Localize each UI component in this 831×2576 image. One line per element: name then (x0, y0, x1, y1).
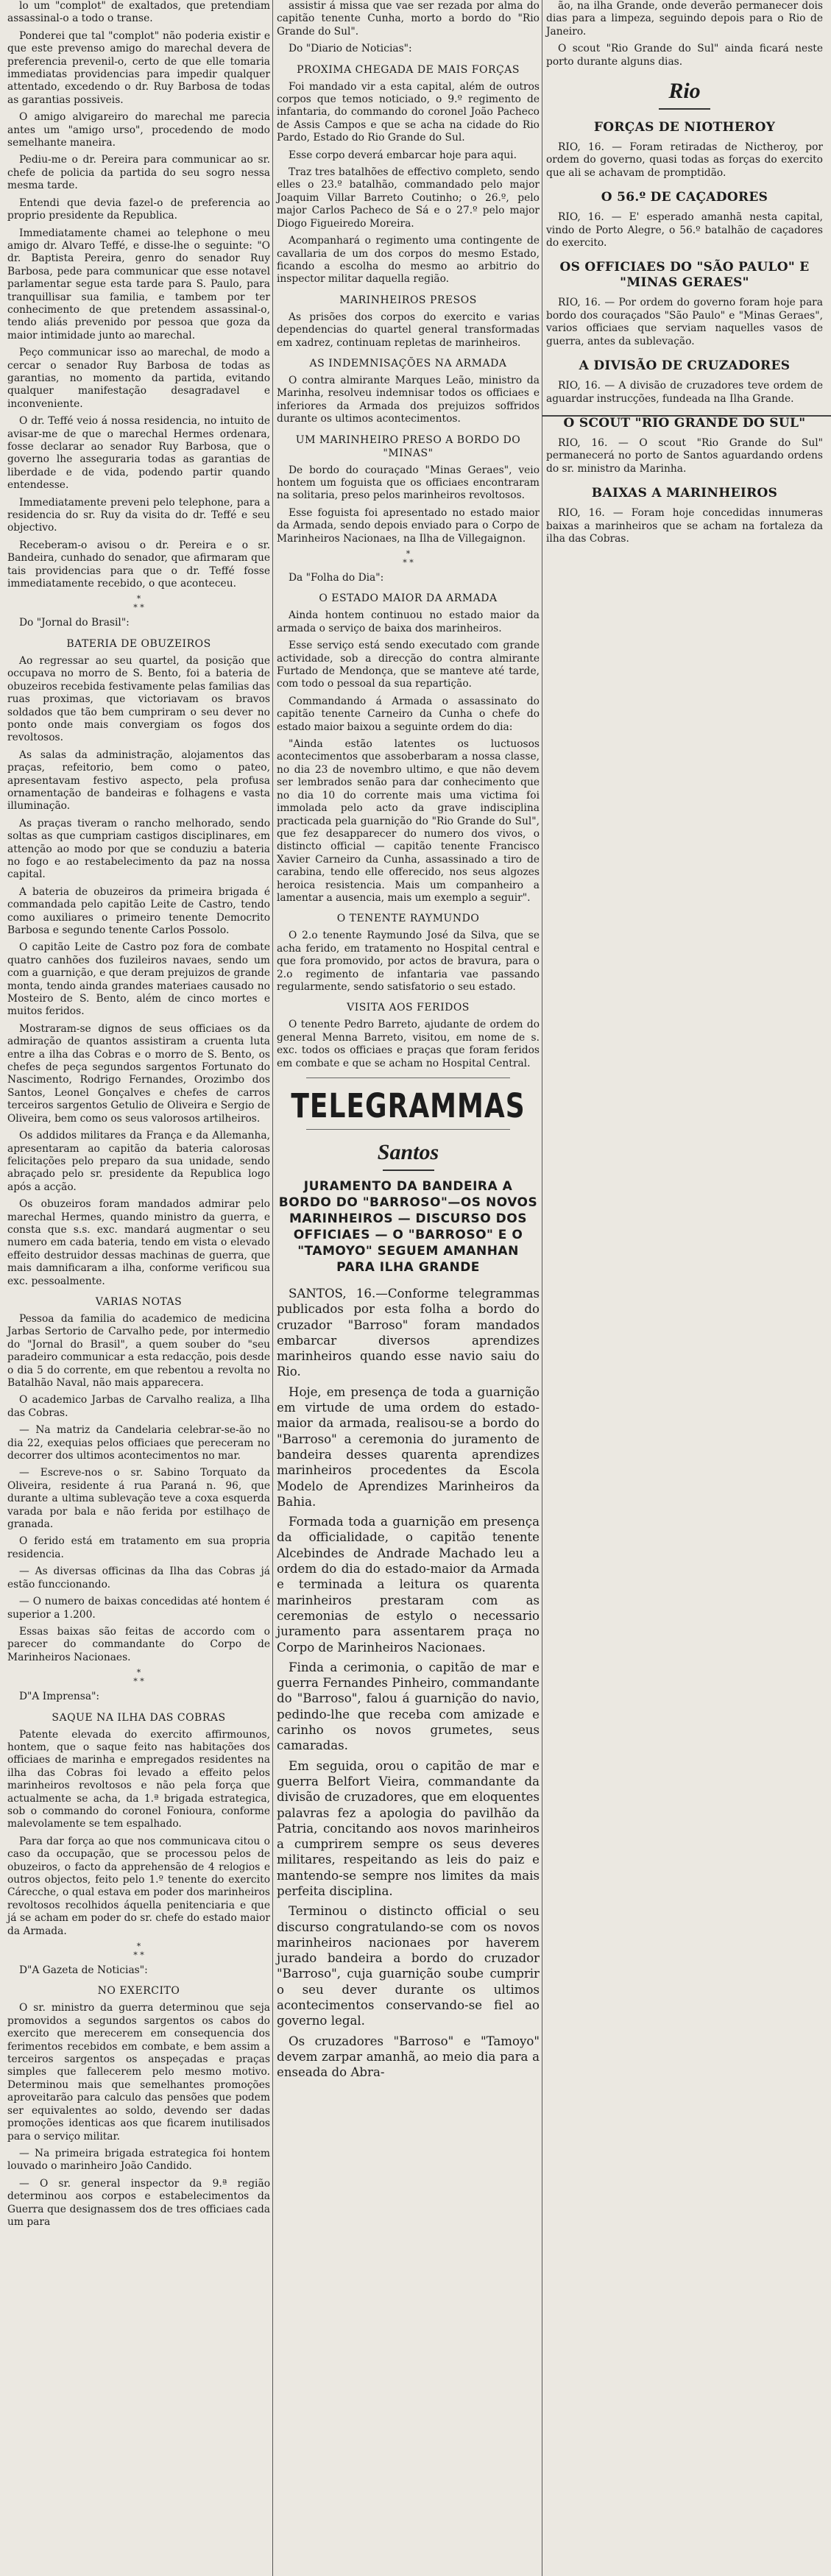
paragraph: O dr. Teffé veio á nossa residencia, no intuito de avisar-me de que o marechal Hermes ordenara, fosse declarar ao senador Ruy Barbosa, que o governo lhe asseguraria todas as garantias de liberdade e de vida, podendo partir quando entendesse. (7, 415, 270, 492)
section-heading: O TENENTE RAYMUNDO (336, 913, 480, 925)
section-heading: UM MARINHEIRO PRESO A BORDO DO "MINAS" (295, 434, 521, 459)
source-line: Da "Folha do Dia": (289, 572, 384, 584)
section-heading: AS INDEMNISAÇÕES NA ARMADA (309, 357, 507, 369)
section-heading: O SCOUT "RIO GRANDE DO SUL" (563, 415, 806, 431)
paragraph: — Na primeira brigada estrategica foi hontem louvado o marinheiro João Candido. (7, 2147, 270, 2173)
paragraph: Esse serviço está sendo executado com grande actividade, sob a direcção do contra almirante Furtado de Mendonça, que se manteve até tarde, com todo o pessoal da sua repartição. (277, 640, 540, 690)
paragraph: O capitão Leite de Castro poz fora de combate quatro canhões dos fuzileiros navaes, sendo um com a guarnição, e que deram prejuizos de grande monta, tendo ainda grandes materiaes causado no Mosteiro de S. Bento, além de cinco mortes e muitos feridos. (7, 941, 270, 1018)
section-heading: O ESTADO MAIOR DA ARMADA (319, 592, 498, 605)
paragraph: RIO, 16. — Foram retiradas de Nictheroy, por ordem do governo, quasi todas as forças do exercito que ali se achavam de promptidão. (546, 141, 823, 179)
telegrams-title: TELEGRAMMAS (291, 1087, 526, 1126)
source-line: D"A Gazeta de Noticias": (19, 1964, 148, 1977)
asterism-divider: * * * (403, 549, 414, 567)
source-line: Do "Jornal do Brasil": (19, 617, 130, 629)
paragraph: Pediu-me o dr. Pereira para communicar ao sr. chefe de policia da partida do seu sogro nessa mesma tarde. (7, 154, 270, 192)
paragraph: Ao regressar ao seu quartel, da posição que occupava no morro de S. Bento, foi a bateria de obuzeiros recebida festivamente pelas familias das ruas proximas, que victoriavam os bravos soldados que tão bem cumpriram o seu dever no ponto onde mais convergiam os fogos dos revoltosos. (7, 654, 270, 744)
paragraph: O sr. ministro da guerra determinou que seja promovidos a segundos sargentos os cabos do exercito que merecerem em consequencia dos ferimentos recebidos em combate, e bem assim a terceiros sargentos os anspeçadas e praças simples que fallecerem pelo mesmo motivo. Determinou mais que semelhantes promoções aproveitarão para calculo das pensões que podem ser equivalentes ao soldo, devendo ser dadas promoções identicas aos que ficarem inutilisados para o serviço militar. (7, 2002, 270, 2142)
paragraph: — O numero de baixas concedidas até hontem é superior a 1.200. (7, 1596, 270, 1621)
city-heading-santos: Santos (277, 1140, 540, 1171)
city-heading-rio: Rio (546, 79, 823, 110)
source-line: D"A Imprensa": (19, 1691, 100, 1703)
section-heading: VISITA AOS FERIDOS (347, 1002, 470, 1014)
paragraph: SANTOS, 16.—Conforme telegrammas publicados por esta folha a bordo do cruzador "Barroso" foram mandados embarcar diversos aprendizes marinheiros quando esse navio saiu do Rio. (277, 1287, 540, 1379)
paragraph: "Ainda estão latentes os luctuosos acontecimentos que assoberbaram a nossa classe, no dia 23 de novembro ultimo, e que não devem ser lembrados senão para dar conhecimento que no dia 10 do corrente mais uma victima foi immolada pelo acto da grave indisciplina practicada pela guarnição do "Rio Grande do Sul", que fez desapparecer do numero dos vivos, o distincto official — capitão tenente Francisco Xavier Carneiro da Cunha, assassinado a tiro de carabina, tendo elle offerecido, nos seus algozes heroica resistencia. Mais um companheiro a lamentar a ausencia, mais um exemplo a seguir". (277, 738, 540, 904)
section-heading: OS OFFICIAES DO "SÃO PAULO" E "MINAS GERAES" (559, 260, 810, 291)
paragraph: De bordo do couraçado "Minas Geraes", veio hontem um foguista que os officiaes encontraram na solitaria, preso pelos marinheiros revoltosos. (277, 464, 540, 502)
paragraph: — Na matriz da Candelaria celebrar-se-ão no dia 22, exequias pelos officiaes que pereceram no decorrer dos ultimos acontecimentos no mar. (7, 1424, 270, 1462)
paragraph: Esse corpo deverá embarcar hoje para aqui. (289, 149, 517, 161)
main-headline: JURAMENTO DA BANDEIRA A BORDO DO "BARROSO"—OS NOVOS MARINHEIROS — DISCURSO DOS OFFICIAES — O "BARROSO" E O "TAMOYO" SEGUEM AMANHAN PARA ILHA GRANDE (278, 1179, 538, 1275)
section-heading: BAIXAS A MARINHEIROS (591, 486, 778, 501)
paragraph: RIO, 16. — E' esperado amanhã nesta capital, vindo de Porto Alegre, o 56.º batalhão de caçadores do exercito. (546, 211, 823, 250)
paragraph: — Escreve-nos o sr. Sabino Torquato da Oliveira, residente á rua Paraná n. 96, que durante a ultima sublevação teve a coxa esquerda varada por bala e não ferida por estilhaço de granada. (7, 1467, 270, 1531)
paragraph: Pessoa da familia do academico de medicina Jarbas Sertorio de Carvalho pede, por intermedio do "Jornal do Brasil", a quem souber do "seu paradeiro communicar a esta redacção, pois desde o dia 5 do corrente, em que rebentou a revolta no Batalhão Naval, não mais apparecera. (7, 1312, 270, 1389)
paragraph: Mostraram-se dignos de seus officiaes os da admiração de quantos assistiram a cruenta luta entre a ilha das Cobras e o morro de S. Bento, os chefes de peça segundos sargentos Fortunato do Nascimento, Rodrigo Fernandes, Orozimbo dos Santos, Leonel Gonçalves e chefes de carros terceiros sargentos Getulio de Oliveira e Sergio de Oliveira, bem como os seus valorosos artilheiros. (7, 1022, 270, 1125)
paragraph: Em seguida, orou o capitão de mar e guerra Belfort Vieira, commandante da divisão de cruzadores, que em eloquentes palavras fez a apologia do pavilhão da Patria, concitando aos novos marinheiros a cumprirem sempre os seus deveres militares, respeitando as leis do paiz e mantendo-se sempre nos limites da mais perfeita disciplina. (277, 1758, 540, 1898)
asterism-divider: * * * (133, 594, 144, 613)
paragraph: ão, na ilha Grande, onde deverão permanecer dois dias para a limpeza, seguindo depois para o Rio de Janeiro. (546, 0, 823, 38)
paragraph: Os obuzeiros foram mandados admirar pelo marechal Hermes, quando ministro da guerra, e consta que s.s. exc. mandará augmentar o seu numero em cada bateria, tendo em vista o elevado effeito destruidor dessas machinas de guerra, que mais damnificaram a ilha, conforme verificou sua exc. pessoalmente. (7, 1198, 270, 1287)
paragraph: — As diversas officinas da Ilha das Cobras já estão funccionando. (7, 1565, 270, 1590)
section-heading: PROXIMA CHEGADA DE MAIS FORÇAS (297, 63, 520, 76)
paragraph: A bateria de obuzeiros da primeira brigada é commandada pelo capitão Leite de Castro, tendo como auxiliares o primeiro tenente Democrito Barbosa e segundo tenente Carlos Possolo. (7, 885, 270, 936)
intro-article (7, 0, 270, 590)
paragraph: Essas baixas são feitas de accordo com o parecer do commandante do Corpo de Marinheiros Nacionaes. (7, 1625, 270, 1663)
paragraph: Peço communicar isso ao marechal, de modo a cercar o senador Ruy Barbosa de todas as garantias, no momento da partida, evitando qualquer manifestação desagradavel e inconveniente. (7, 347, 270, 410)
paragraph: lo um "complot" de exaltados, que pretendiam assassinal-o a todo o transe. (7, 0, 270, 25)
paragraph: Hoje, em presença de toda a guarnição em virtude de uma ordem do estado-maior da armada, realisou-se a bordo do "Barroso" a ceremonia do juramento de bandeira desses quarenta aprendizes marinheiros procedentes da Escola Modelo de Aprendizes Marinheiros da Bahia. (277, 1384, 540, 1509)
column-2 (277, 0, 540, 2569)
paragraph: Traz tres batalhões de effectivo completo, sendo elles o 23.º batalhão, commandado pelo major Joaquim Villar Barreto Coutinho; o 26.º, pelo major Carlos Pacheco de Sá e o 27.º pelo major Diogo Figueiredo Moreira. (277, 166, 540, 230)
paragraph: — O sr. general inspector da 9.ª região determinou aos corpos e estabelecimentos da Guerra que designassem dos de tres officiaes cada um para (7, 2177, 270, 2228)
asterism-divider: * * * (133, 1942, 144, 1961)
paragraph: RIO, 16. — Foram hoje concedidas innumeras baixas a marinheiros que se acham na fortaleza da ilha das Cobras. (546, 507, 823, 545)
paragraph: Acompanhará o regimento uma contingente de cavallaria de um dos corpos do mesmo Estado, ficando a escolha do mesmo ao arbitrio do inspector militar daquella região. (277, 235, 540, 286)
paragraph: Immediatamente chamei ao telephone o meu amigo dr. Alvaro Teffé, e disse-lhe o seguinte: "O dr. Baptista Pereira, genro do senador Ruy Barbosa, pede para communicar que esse notavel parlamentar segue esta tarde para S. Paulo, para tranquillisar sua familia, e tambem por ter conhecimento de que pretendem assassinal-o, tendo aliás prevenido por pessoa que goza da maior intimidade junto ao marechal. (7, 227, 270, 342)
paragraph: As praças tiveram o rancho melhorado, sendo soltas as que cumpriam castigos disciplinares, em attenção ao modo por que se conduziu a bateria no fogo e ao restabelecimento da paz na nossa capital. (7, 817, 270, 881)
paragraph: Os addidos militares da França e da Allemanha, apresentaram ao capitão da bateria calorosas felicitações pelo preparo da sua unidade, sendo abraçado pelo sr. presidente da Republica logo após a acção. (7, 1130, 270, 1193)
section-heading: A DIVISÃO DE CRUZADORES (579, 358, 791, 374)
paragraph: RIO, 16. — O scout "Rio Grande do Sul" permanecerá no porto de Santos aguardando ordens do sr. ministro da Marinha. (546, 436, 823, 475)
paragraph: Ainda hontem continuou no estado maior da armada o serviço de baixa dos marinheiros. (277, 609, 540, 634)
column-rule-left (272, 0, 273, 2576)
paragraph: Entendi que devia fazel-o de preferencia ao proprio presidente da Republica. (7, 197, 270, 222)
paragraph: O ferido está em tratamento em sua propria residencia. (7, 1535, 270, 1560)
paragraph: Foi mandado vir a esta capital, além de outros corpos que temos noticiado, o 9.º regimento de infantaria, do commando do coronel João Pacheco de Assis Campos e que se acha na cidade do Rio Pardo, Estado do Rio Grande do Sul. (277, 80, 540, 144)
paragraph: As prisões dos corpos do exercito e varias dependencias do quartel general transformadas em xadrez, continuam repletas de marinheiros. (277, 311, 540, 349)
divider (306, 1129, 510, 1130)
section-heading: O 56.º DE CAÇADORES (601, 190, 768, 205)
paragraph: O amigo alvigareiro do marechal me parecia antes um "amigo urso", procedendo de modo semelhante maneira. (7, 111, 270, 149)
paragraph: Finda a cerimonia, o capitão de mar e guerra Fernandes Pinheiro, commandante do "Barroso", falou á guarnição do navio, pedindo-lhe que receba com amizade e carinho os novos grumetes, seus camaradas. (277, 1660, 540, 1753)
paragraph: Formada toda a guarnição em presença da officialidade, o capitão tenente Alcebindes de Andrade Machado leu a ordem do dia do estado-maior da Armada e terminada a leitura os quarenta marinheiros prestaram com as ceremonias de estylo o necessario juramento para assentarem praça no Corpo de Marinheiros Nacionaes. (277, 1515, 540, 1655)
section-heading: FORÇAS DE NIOTHEROY (593, 120, 776, 135)
paragraph: Os cruzadores "Barroso" e "Tamoyo" devem zarpar amanhã, ao meio dia para a enseada do Abra- (277, 2034, 540, 2080)
paragraph: Commandando á Armada o assassinato do capitão tenente Carneiro da Cunha o chefe do estado maior baixou a seguinte ordem do dia: (277, 695, 540, 733)
asterism-divider: * * * (133, 1668, 144, 1687)
column-1 (7, 0, 270, 2569)
section-heading: VARIAS NOTAS (95, 1295, 183, 1308)
section-heading: SAQUE NA ILHA DAS COBRAS (52, 1711, 226, 1724)
paragraph: Ponderei que tal "complot" não poderia existir e que este prevenso amigo do marechal devera de preferencia prevenil-o, certo de que elle tomaria immediatas providencias para impedir qualquer attentado, excedendo o dr. Ruy Barbosa de todas as garantias possiveis. (7, 29, 270, 106)
paragraph: As salas da administração, alojamentos das praças, refeitorio, bem como o pateo, apresentavam festivo aspecto, pela profusa ornamentação de bandeiras e folhagens e vasta illuminação. (7, 749, 270, 813)
paragraph: O scout "Rio Grande do Sul" ainda ficará neste porto durante alguns dias. (546, 43, 823, 68)
paragraph: Esse foguista foi apresentado no estado maior da Armada, sendo depois enviado para o Corpo de Marinheiros Nacionaes, na Ilha de Villegaignon. (277, 506, 540, 545)
paragraph: O academico Jarbas de Carvalho realiza, a Ilha das Cobras. (7, 1394, 270, 1419)
section-heading: BATERIA DE OBUZEIROS (66, 637, 211, 650)
section-heading: MARINHEIROS PRESOS (339, 294, 477, 306)
paragraph: RIO, 16. — A divisão de cruzadores teve ordem de aguardar instrucções, fundeada na Ilha Grande. (546, 380, 823, 405)
paragraph: O tenente Pedro Barreto, ajudante de ordem do general Menna Barreto, visitou, em nome de s. exc. todos os officiaes e praças que foram feridos em combate e que se acham no Hospital Central. (277, 1019, 540, 1069)
column-3 (546, 0, 823, 545)
main-article (277, 1286, 540, 2081)
paragraph: Receberam-o avisou o dr. Pereira e o sr. Bandeira, cunhado do senador, que afirmaram que tais providencias para que o dr. Teffé fosse immediatamente recebido, o que aconteceu. (7, 539, 270, 590)
paragraph: RIO, 16. — Por ordem do governo foram hoje para bordo dos couraçados "São Paulo" e "Minas Geraes", varios officiaes que serviam naquelles vasos de guerra, antes da sublevação. (546, 297, 823, 347)
paragraph: O contra almirante Marques Leão, ministro da Marinha, resolveu indemnisar todos os officiaes e inferiores da Armada dos prejuizos soffridos durante os ultimos acontecimentos. (277, 374, 540, 425)
section-heading: NO EXERCITO (97, 1985, 180, 1998)
paragraph: Immediatamente preveni pelo telephone, para a residencia do sr. Ruy da visita do dr. Teffé e seu objectivo. (7, 496, 270, 534)
paragraph: Patente elevada do exercito affirmounos, hontem, que o saque feito nas habitações dos officiaes de marinha e empregados residentes na ilha das Cobras foi levado a effeito pelos marinheiros revoltosos e não pela força que actualmente se acha, da 1.ª brigada estrategica, sob o commando do coronel Fonioura, conforme malevolamente se tem espalhado. (7, 1728, 270, 1830)
paragraph: assistir á missa que vae ser rezada por alma do capitão tenente Cunha, morto a bordo do "Rio Grande do Sul". (277, 0, 540, 38)
paragraph: O 2.o tenente Raymundo José da Silva, que se acha ferido, em tratamento no Hospital central e que fora promovido, por actos de bravura, para o 2.o regimento de infantaria vae passando regularmente, sendo satisfatorio o seu estado. (277, 930, 540, 993)
paragraph: Terminou o distincto official o seu discurso congratulando-se com os novos marinheiros nacionaes por haverem jurado bandeira a bordo do cruzador "Barroso", cuja guarnição soube cumprir o seu dever durante os ultimos acontecimentos conservando-se fiel ao governo legal. (277, 1904, 540, 2028)
source-line: Do "Diario de Noticias": (289, 43, 412, 55)
paragraph: Para dar força ao que nos communicava citou o caso da occupação, que se processou pelos de obuzeiros, o facto da apprehensão de 4 relogios e outros objectos, feito pelo 1.º tenente do exercito Cárecche, o qual estava em poder dos marinheiros revoltosos recolhidos áquella penitenciaria e que já se acham em poder do sr. chefe do estado maior da Armada. (7, 1835, 270, 1937)
